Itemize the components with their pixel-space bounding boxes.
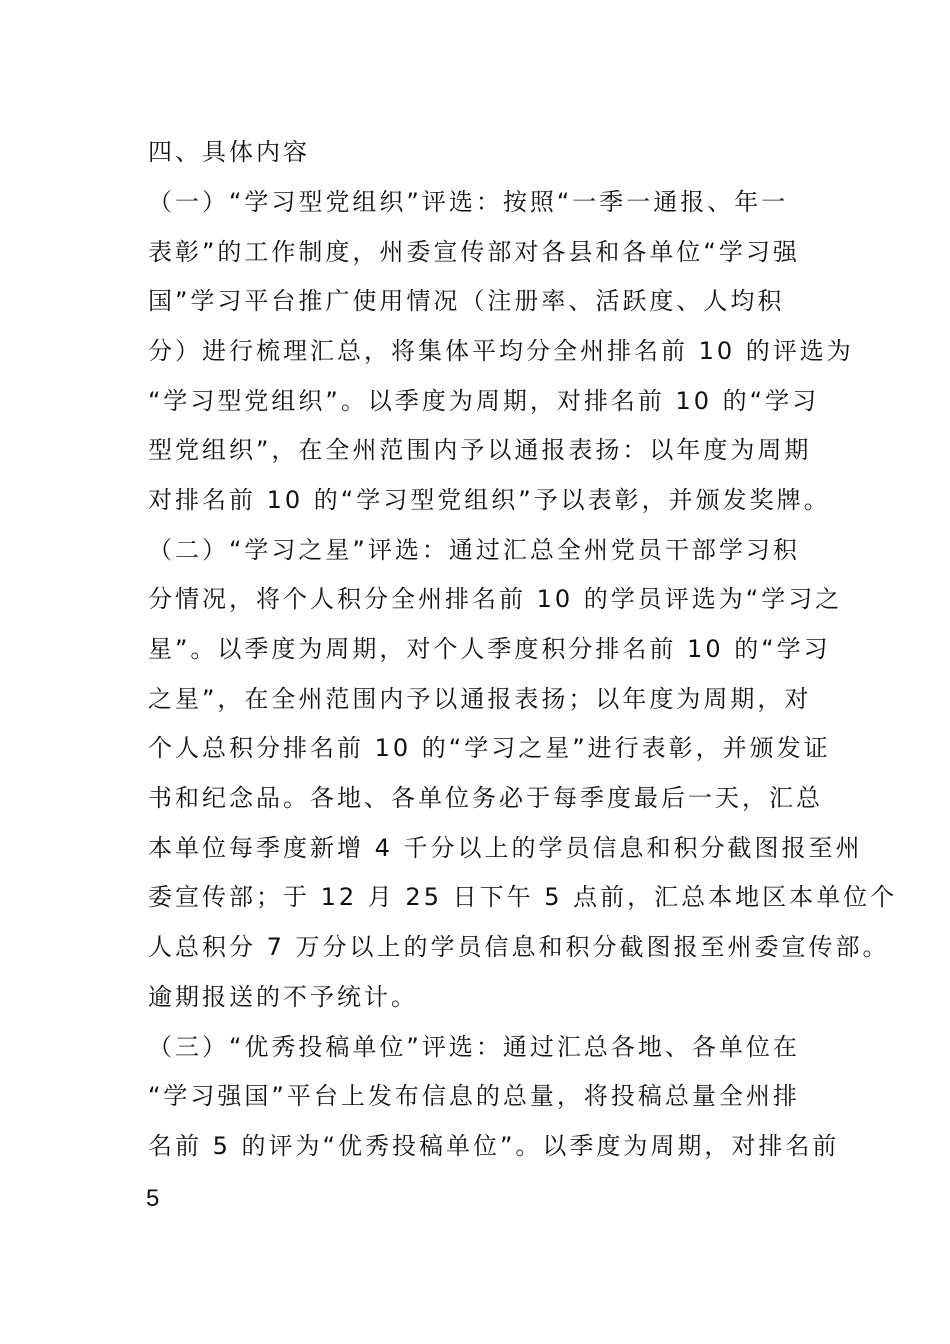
text-line: 国”学习平台推广使用情况（注册率、活跃度、人均积 bbox=[148, 287, 785, 315]
text-line: 名前 5 的评为“优秀投稿单位”。以季度为周期，对排名前 bbox=[148, 1132, 840, 1160]
text-line: （一）“学习型党组织”评选：按照“一季一通报、年一 bbox=[148, 188, 789, 216]
text-line: 本单位每季度新增 4 千分以上的学员信息和积分截图报至州 bbox=[148, 834, 863, 862]
text-line: 委宣传部；于 12 月 25 日下午 5 点前，汇总本地区本单位个 bbox=[148, 883, 898, 911]
text-line: 个人总积分排名前 10 的“学习之星”进行表彰，并颁发证 bbox=[148, 734, 831, 762]
text-line: 星”。以季度为周期，对个人季度积分排名前 10 的“学习 bbox=[148, 635, 831, 663]
page-number: 5 bbox=[146, 1185, 160, 1212]
text-line: （三）“优秀投稿单位”评选：通过汇总各地、各单位在 bbox=[148, 1033, 800, 1061]
text-line: （二）“学习之星”评选：通过汇总全州党员干部学习积 bbox=[148, 536, 800, 564]
text-line: 书和纪念品。各地、各单位务必于每季度最后一天，汇总 bbox=[148, 784, 823, 812]
text-line: 分）进行梳理汇总，将集体平均分全州排名前 10 的评选为 bbox=[148, 337, 854, 365]
text-line: 表彰”的工作制度，州委宣传部对各县和各单位“学习强 bbox=[148, 238, 800, 266]
text-line: 型党组织”，在全州范围内予以通报表扬：以年度为周期 bbox=[148, 436, 812, 464]
text-line: 对排名前 10 的“学习型党组织”予以表彰，并颁发奖牌。 bbox=[148, 486, 831, 514]
section-heading: 四、具体内容 bbox=[148, 138, 310, 166]
text-line: “学习强国”平台上发布信息的总量，将投稿总量全州排 bbox=[148, 1082, 800, 1110]
text-line: 之星”，在全州范围内予以通报表扬；以年度为周期，对 bbox=[148, 685, 812, 713]
text-line: 逾期报送的不予统计。 bbox=[148, 983, 418, 1011]
text-line: “学习型党组织”。以季度为周期，对排名前 10 的“学习 bbox=[148, 387, 820, 415]
text-line: 人总积分 7 万分以上的学员信息和积分截图报至州委宣传部。 bbox=[148, 933, 890, 961]
text-line: 分情况，将个人积分全州排名前 10 的学员评选为“学习之 bbox=[148, 585, 843, 613]
